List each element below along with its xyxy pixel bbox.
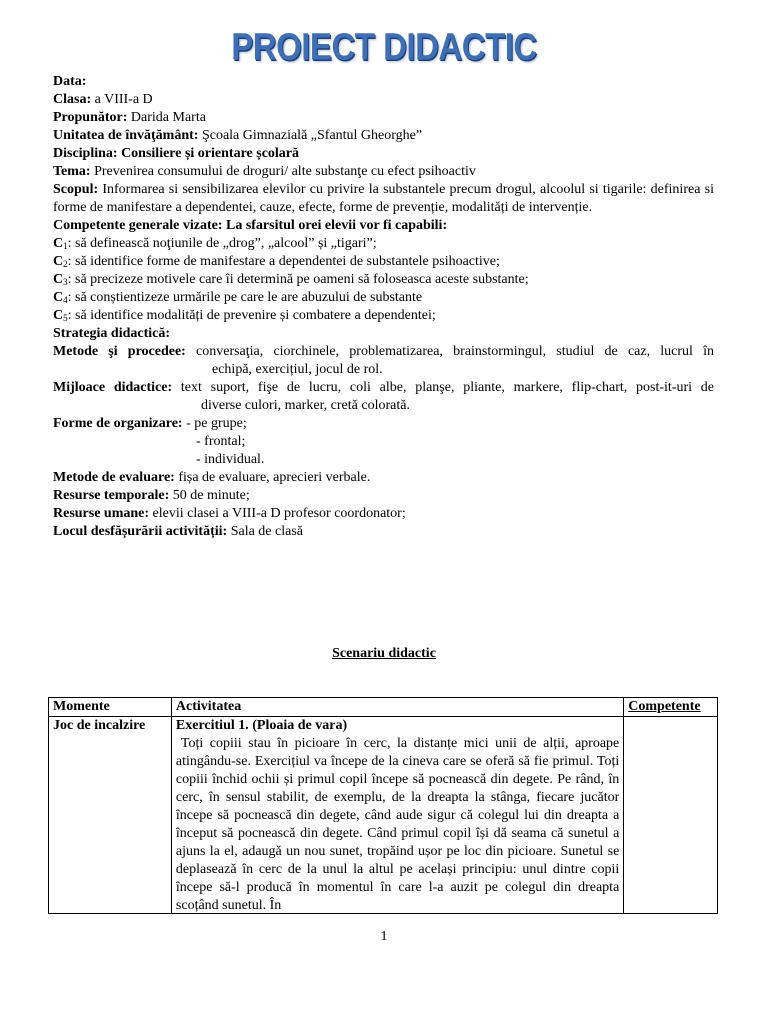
field-mijloace: [53, 379, 714, 397]
competenta-text: : să definească noţiunile de „drog”, „alcool” și „tigari”;: [67, 236, 377, 251]
forme-item: - pe grupe;: [182, 416, 247, 431]
competenta-index: 5: [63, 313, 68, 323]
field-value: 50 de minute;: [169, 488, 250, 503]
competenta-text: : să identifice modalități de prevenire și combatere a dependentei;: [67, 308, 436, 323]
field-label: Forme de organizare:: [53, 416, 183, 431]
field-mijloace-continued: diverse culori, marker, cretă colorată.: [201, 398, 410, 413]
field-label: Resurse umane:: [53, 506, 150, 521]
field-value: elevii clasei a VIII-a D profesor coordonator;: [149, 506, 406, 521]
competenta-text: : să precizeze motivele care îi determină pe oameni să foloseasca aceste substante;: [67, 272, 529, 287]
table-row: [49, 717, 718, 914]
field-metode: [53, 343, 714, 361]
field-data: [53, 73, 714, 91]
field-label: Mijloace didactice:: [53, 380, 173, 395]
competenta-item: [53, 253, 714, 271]
competenta-index: 2: [63, 259, 68, 269]
document-title: PROIECT DIDACTIC: [231, 25, 537, 68]
moment-cell: Joc de incalzire: [49, 717, 172, 914]
activity-text: Toți copiii stau în picioare în cerc, la distanțe mici unii de alții, aproape atingându-se. Exercițiul va începe de la cineva care se oferă să fie primul. Toți copiii închid ochii și primul copil începe să pocnească din degete. Pe rând, în cerc, în sensul stabilit, de exemplu, de la dreapta la stânga, fiecare jucător începe să pocnească din degete, când aude sigur că colegul lui din dreapta a început să pocnească din degete. Când primul copil își dă seama că sunetul a ajuns la el, adaugă un nou sunet, tropăind ușor pe loc din picioare. Sunetul se deplasează în cerc de la unul la altul pe același principiu: unul dintre copii începe să-l producă în momentul în care l-a auzit pe colegul din dreapta scoțând sunetul. În: [175, 736, 620, 913]
field-label: Locul desfășurării activității:: [53, 524, 228, 539]
field-label: Propunător:: [53, 110, 128, 125]
field-propunator: [53, 109, 714, 127]
competenta-text: : să identifice forme de manifestare a dependentei de substantele psihoactive;: [67, 254, 500, 269]
field-disciplina: [53, 145, 714, 163]
field-tema: [53, 163, 714, 181]
competenta-index: 1: [63, 241, 68, 251]
competenta-label: C: [53, 236, 64, 251]
field-label: Unitatea de învăţământ:: [53, 128, 199, 143]
header-activitatea: Activitatea: [171, 698, 623, 717]
field-metode-continued: echipă, exercițiul, jocul de rol.: [212, 362, 383, 377]
field-value: Şcoala Gimnazială „Sfantul Gheorghe”: [198, 128, 423, 143]
competenta-text: : să conștientizeze urmările pe care le are abuzului de substante: [67, 290, 423, 305]
field-label: Metode şi procedee:: [53, 344, 186, 359]
project-details: [53, 73, 714, 541]
scenario-table: [48, 697, 718, 914]
field-label: Resurse temporale:: [53, 488, 170, 503]
field-value: Sala de clasă: [227, 524, 303, 539]
field-clasa: [53, 91, 714, 109]
competenta-item: [53, 271, 714, 289]
table-header-row: [49, 698, 718, 717]
field-resurse-temporale: [53, 487, 714, 505]
field-label: Disciplina: Consiliere și orientare școlară: [53, 146, 300, 161]
field-value: text suport, fişe de lucru, coli albe, planşe, pliante, markere, flip-chart, post-it-uri de: [172, 380, 714, 395]
header-momente: Momente: [49, 698, 172, 717]
activity-cell: [171, 717, 623, 914]
competenta-index: 4: [63, 295, 68, 305]
forme-item: - frontal;: [196, 434, 246, 449]
competenta-label: C: [53, 308, 64, 323]
field-value: conversaţia, ciorchinele, problematizarea, brainstormingul, studiul de caz, lucrul în: [185, 344, 714, 359]
competente-generale-heading: Competente generale vizate: La sfarsitul orei elevii vor fi capabili:: [53, 218, 448, 233]
competenta-label: C: [53, 290, 64, 305]
field-value: Informarea si sensibilizarea elevilor cu privire la substantele precum drogul, alcoolul si tigarile: definirea si forme de manifestare a dependentei, cauze, efecte, forme de prevenție, modalități de intervenție.: [53, 182, 714, 215]
competenta-item: [53, 235, 714, 253]
competenta-item: [53, 307, 714, 325]
field-forme: [53, 415, 714, 433]
field-value: a VIII-a D: [91, 92, 153, 107]
field-resurse-umane: [53, 505, 714, 523]
strategia-heading: Strategia didactică:: [53, 326, 171, 341]
competenta-item: [53, 289, 714, 307]
field-label: Tema:: [53, 164, 91, 179]
activity-title: Exercitiul 1. (Ploaia de vara): [175, 718, 348, 733]
field-scopul: [53, 181, 714, 217]
field-label: Metode de evaluare:: [53, 470, 175, 485]
field-value: fișa de evaluare, aprecieri verbale.: [174, 470, 371, 485]
field-label: Scopul:: [53, 182, 99, 197]
page-number: 1: [380, 929, 388, 944]
competenta-index: 3: [63, 277, 68, 287]
field-value: Darida Marta: [127, 110, 206, 125]
header-competente: Competente: [624, 698, 718, 717]
field-evaluare: [53, 469, 714, 487]
field-label: Data:: [53, 74, 87, 89]
scenario-title: Scenariu didactic: [332, 646, 436, 661]
forme-item: - individual.: [196, 452, 265, 467]
competente-cell: [624, 717, 718, 914]
field-unitatea: [53, 127, 714, 145]
field-label: Clasa:: [53, 92, 92, 107]
competenta-label: C: [53, 254, 64, 269]
field-locul: [53, 523, 714, 541]
field-value: Prevenirea consumului de droguri/ alte substanţe cu efect psihoactiv: [90, 164, 476, 179]
competenta-label: C: [53, 272, 64, 287]
